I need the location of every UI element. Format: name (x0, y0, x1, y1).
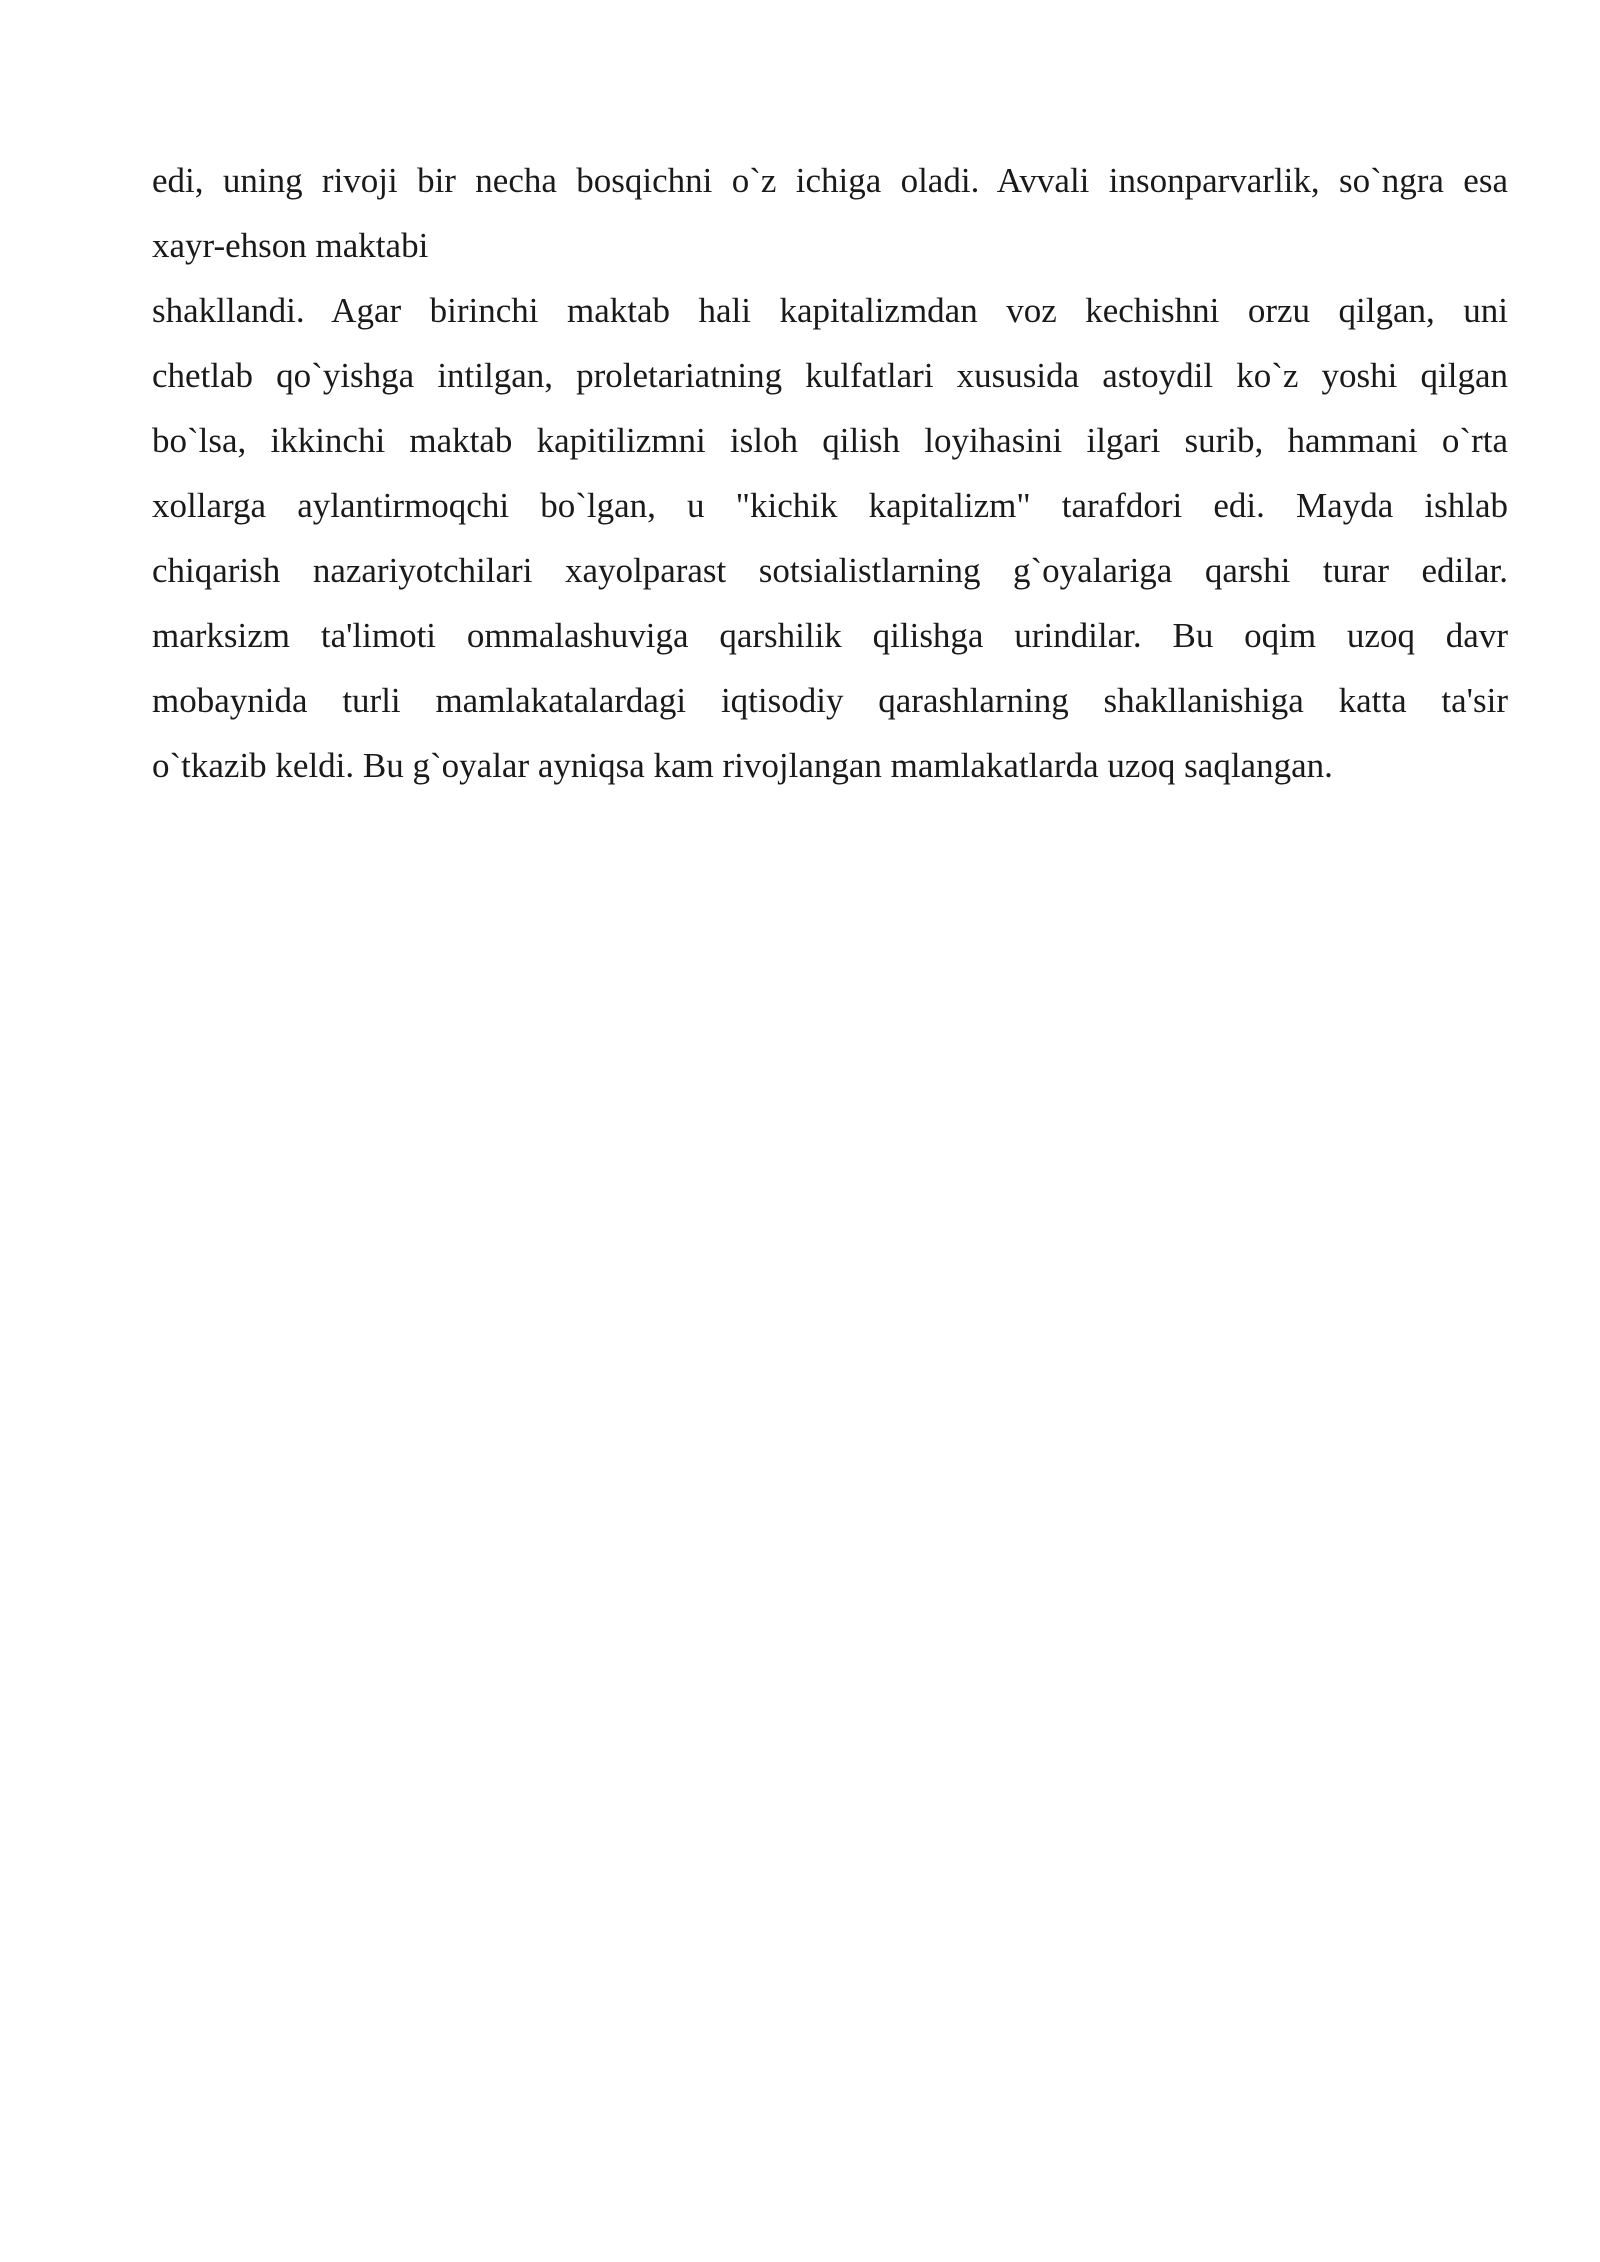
text-line-10: o`tkazib keldi. Bu g`oyalar ayniqsa kam rivojlangan mamlakatlarda uzoq saqlangan. (152, 746, 1333, 785)
text-line-2: xayr-ehson maktabi (152, 226, 429, 265)
text-line-7: chiqarish nazariyotchilari xayolparast sotsialistlarning g`oyalariga qarshi turar edilar. (152, 551, 1508, 590)
text-line-1: edi, uning rivoji bir necha bosqichni o`z ichiga oladi. Avvali insonparvarlik, so`ngra esa (152, 161, 1508, 200)
text-line-9: mobaynida turli mamlakatalardagi iqtisodiy qarashlarning shakllanishiga katta ta'sir (152, 681, 1508, 720)
text-line-8: marksizm ta'limoti ommalashuviga qarshilik qilishga urindilar. Bu oqim uzoq davr (152, 616, 1508, 655)
text-line-3: shakllandi. Agar birinchi maktab hali kapitalizmdan voz kechishni orzu qilgan, uni (152, 291, 1508, 330)
text-line-4: chetlab qo`yishga intilgan, proletariatning kulfatlari xususida astoydil ko`z yoshi qilgan (152, 356, 1508, 395)
text-line-5: bo`lsa, ikkinchi maktab kapitilizmni isloh qilish loyihasini ilgari surib, hammani o`rta (152, 421, 1508, 460)
text-line-6: xollarga aylantirmoqchi bo`lgan, u "kichik kapitalizm" tarafdori edi. Mayda ishlab (152, 486, 1508, 525)
body-text (152, 148, 1508, 798)
